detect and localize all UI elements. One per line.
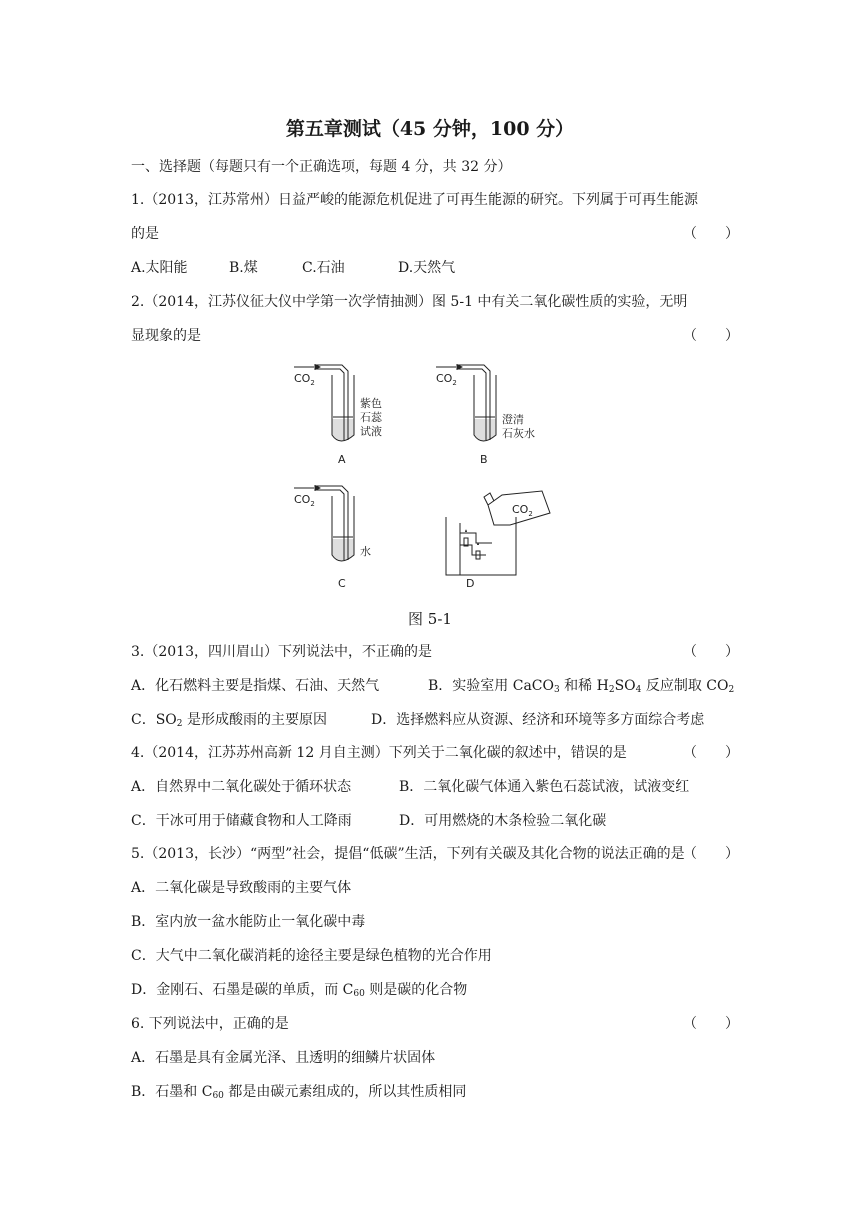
co2-label-a: $CO_2$ (294, 372, 315, 387)
figure-caption: 图 5-1 (408, 610, 452, 628)
label-water: 水 (360, 545, 371, 558)
q3-option-d: D．选择燃料应从资源、经济和环境等多方面综合考虑 (371, 712, 705, 728)
label-limewater-1: 澄清 (502, 413, 524, 426)
q3-option-b: B．实验室用 CaCO$_3$ 和稀 $H_2SO_4$ 反应制取 $CO_2$ (428, 678, 735, 695)
q5-option-c: C．大气中二氧化碳消耗的途径主要是绿色植物的光合作用 (131, 948, 492, 964)
answer-blank: （ ） (683, 745, 739, 761)
question-2-stem-cont: 显现象的是 (131, 328, 201, 344)
label-limewater-2: 石灰水 (502, 427, 535, 440)
question-1-stem-cont: 的是 (131, 226, 159, 242)
co2-label-c: $CO_2$ (294, 493, 315, 508)
q1-option-d: D.天然气 (398, 260, 456, 276)
letter-c: C (338, 577, 346, 590)
question-2-stem: 2.（2014，江苏仪征大仪中学第一次学情抽测）图 5-1 中有关二氧化碳性质的实验，无明 (131, 294, 688, 310)
q4-option-b: B．二氧化碳气体通入紫色石蕊试液，试液变红 (399, 779, 690, 795)
q5-option-a: A．二氧化碳是导致酸雨的主要气体 (131, 880, 352, 896)
q6-option-a: A．石墨是具有金属光泽、且透明的细鳞片状固体 (131, 1050, 436, 1066)
question-3-stem: 3.（2013，四川眉山）下列说法中，不正确的是 (131, 644, 432, 660)
answer-blank: （ ） (683, 328, 739, 344)
letter-d: D (466, 577, 475, 590)
question-5-stem: 5.（2013，长沙）“两型”社会，提倡“低碳”生活，下列有关碳及其化合物的说法正确的是 (131, 846, 685, 862)
label-litmus-3: 试液 (360, 425, 382, 438)
answer-blank: （ ） (683, 226, 739, 242)
letter-a: A (338, 453, 346, 466)
page-title: 第五章测试（45 分钟，100 分） (285, 118, 575, 140)
q1-option-a: A.太阳能 (131, 260, 188, 276)
question-1-stem: 1.（2013，江苏常州）日益严峻的能源危机促进了可再生能源的研究。下列属于可再生能源 (131, 192, 698, 208)
letter-b: B (480, 453, 488, 466)
q5-option-b: B．室内放一盆水能防止一氧化碳中毒 (131, 914, 366, 930)
figure-5-1 (280, 355, 580, 595)
q5-option-d: D．金刚石、石墨是碳的单质，而 $C_{60}$ 则是碳的化合物 (131, 982, 468, 999)
beaker-d (446, 517, 516, 575)
q4-option-a: A．自然界中二氧化碳处于循环状态 (131, 779, 352, 795)
q3-option-a: A．化石燃料主要是指煤、石油、天然气 (131, 678, 380, 694)
label-litmus-1: 紫色 (360, 397, 382, 410)
q4-option-d: D．可用燃烧的木条检验二氧化碳 (399, 813, 607, 829)
q4-option-c: C．干冰可用于储藏食物和人工降雨 (131, 813, 352, 829)
answer-blank: （ ） (683, 1016, 739, 1032)
co2-label-b: $CO_2$ (436, 372, 457, 387)
question-4-stem: 4.（2014，江苏苏州高新 12 月自主测）下列关于二氧化碳的叙述中，错误的是 (131, 745, 627, 761)
answer-blank: （ ） (683, 644, 739, 660)
q1-option-c: C.石油 (302, 260, 345, 276)
label-litmus-2: 石蕊 (360, 411, 382, 424)
co2-label-d: $CO_2$ (512, 503, 533, 518)
answer-blank: （ ） (683, 846, 739, 862)
q6-option-b: B．石墨和 $C_{60}$ 都是由碳元素组成的，所以其性质相同 (131, 1084, 467, 1101)
q1-option-b: B.煤 (229, 260, 258, 276)
section-heading: 一、选择题（每题只有一个正确选项，每题 4 分，共 32 分） (131, 159, 512, 175)
question-6-stem: 6. 下列说法中，正确的是 (131, 1016, 289, 1032)
q3-option-c: C．$SO_2$ 是形成酸雨的主要原因 (131, 712, 327, 729)
